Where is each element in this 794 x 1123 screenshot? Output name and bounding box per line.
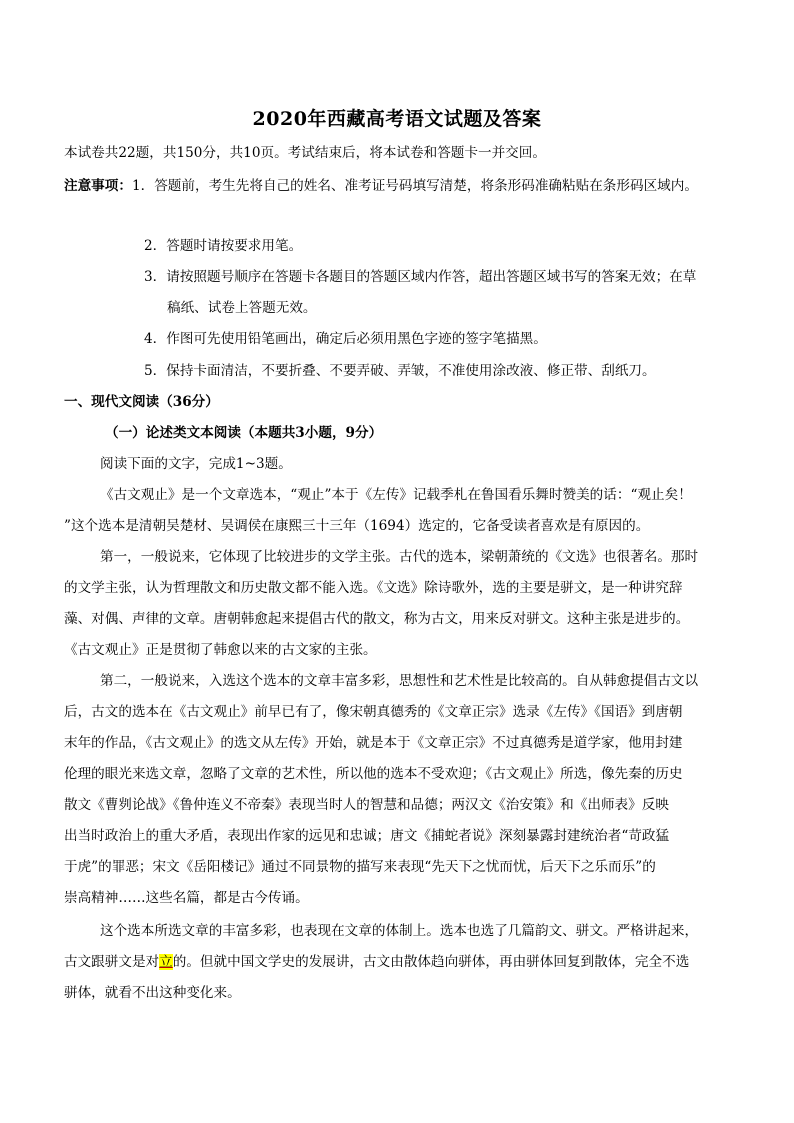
page-title: 2020年西藏高考语文试题及答案 [252, 108, 542, 130]
note-3: 3．请按照题号顺序在答题卡各题目的答题区域内作答，超出答题区域书写的答案无效；在草 [144, 269, 697, 285]
section-heading: 一、现代文阅读（36分） [64, 394, 219, 410]
body-line: 第二，一般说来，入选这个选本的文章丰富多彩，思想性和艺术性是比较高的。自从韩愈提倡古文以 [100, 673, 699, 689]
subsection-heading: （一）论述类文本阅读（本题共3小题，9分） [105, 425, 383, 441]
body-line: 于虎”的罪恶；宋文《岳阳楼记》通过不同景物的描写来表现“先天下之忧而忧，后天下之乐而乐”的 [64, 859, 656, 875]
body-line: 这个选本所选文章的丰富多彩，也表现在文章的体制上。选本也选了几篇韵文、骈文。严格讲起来， [100, 923, 699, 939]
body-line: ”这个选本是清朝吴楚材、吴调侯在康熙三十三年（1694）选定的，它备受读者喜欢是有原因的。 [64, 518, 650, 534]
body-line: 第一，一般说来，它体现了比较进步的文学主张。古代的选本，梁朝萧统的《文选》也很著名。那时 [100, 549, 699, 565]
note-1: 1．答题前，考生先将自己的姓名、准考证号码填写清楚，将条形码准确粘贴在条形码区域内。 [131, 178, 698, 194]
text-after-highlight: 的。但就中国文学史的发展讲，古文由散体趋向骈体，再由骈体回复到散体，完全不选 [172, 954, 690, 970]
body-line: 的文学主张，认为哲理散文和历史散文都不能入选。《文选》除诗歌外，选的主要是骈文，是一种讲究辞 [64, 580, 683, 596]
body-line: 散文《曹刿论战》《鲁仲连义不帝秦》表现当时人的智慧和品德；两汉文《治安策》和《出师表》反映 [64, 797, 669, 813]
body-line-highlight [64, 952, 689, 972]
body-line: 崇高精神……这些名篇，都是古今传诵。 [64, 890, 309, 906]
notes-line-1 [64, 176, 698, 196]
body-line: 《古文观止》是一个文章选本，“观止”本于《左传》记载季札在鲁国看乐舞时赞美的话：“观止矣！ [100, 487, 692, 503]
body-line: 伦理的眼光来选文章，忽略了文章的艺术性，所以他的选本不受欢迎；《古文观止》所选，像先秦的历史 [64, 766, 683, 782]
body-line: 出当时政治上的重大矛盾，表现出作家的远见和忠诚；唐文《捕蛇者说》深刻暴露封建统治者“苛政猛 [64, 828, 670, 844]
notes-label: 注意事项： [64, 178, 132, 194]
body-line: 后，古文的选本在《古文观止》前早已有了，像宋朝真德秀的《文章正宗》选录《左传》《国语》到唐朝 [64, 704, 683, 720]
body-line-last: 骈体，就看不出这种变化来。 [64, 985, 241, 1001]
note-2: 2．答题时请按要求用笔。 [144, 238, 303, 254]
reading-instruction: 阅读下面的文字，完成1~3题。 [100, 456, 292, 472]
body-line: 藻、对偶、声律的文章。唐朝韩愈起来提倡古代的散文，称为古文，用来反对骈文。这种主张是进步的。 [64, 611, 690, 627]
highlighted-char: 立 [159, 954, 173, 970]
body-line: 《古文观止》正是贯彻了韩愈以来的古文家的主张。 [64, 642, 377, 658]
text-before-highlight: 古文跟骈文是对 [64, 954, 160, 970]
note-5: 5．保持卡面清洁，不要折叠、不要弄破、弄皱，不准使用涂改液、修正带、刮纸刀。 [144, 363, 656, 379]
body-line: 末年的作品，《古文观止》的选文从左传》开始，就是本于《文章正宗》不过真德秀是道学家，他用封建 [64, 735, 683, 751]
note-4: 4．作图可先使用铅笔画出，确定后必须用黑色字迹的签字笔描黑。 [144, 331, 547, 347]
note-3-cont: 稿纸、试卷上答题无效。 [167, 300, 317, 316]
intro-text: 本试卷共22题，共150分，共10页。考试结束后，将本试卷和答题卡一并交回。 [64, 145, 546, 161]
